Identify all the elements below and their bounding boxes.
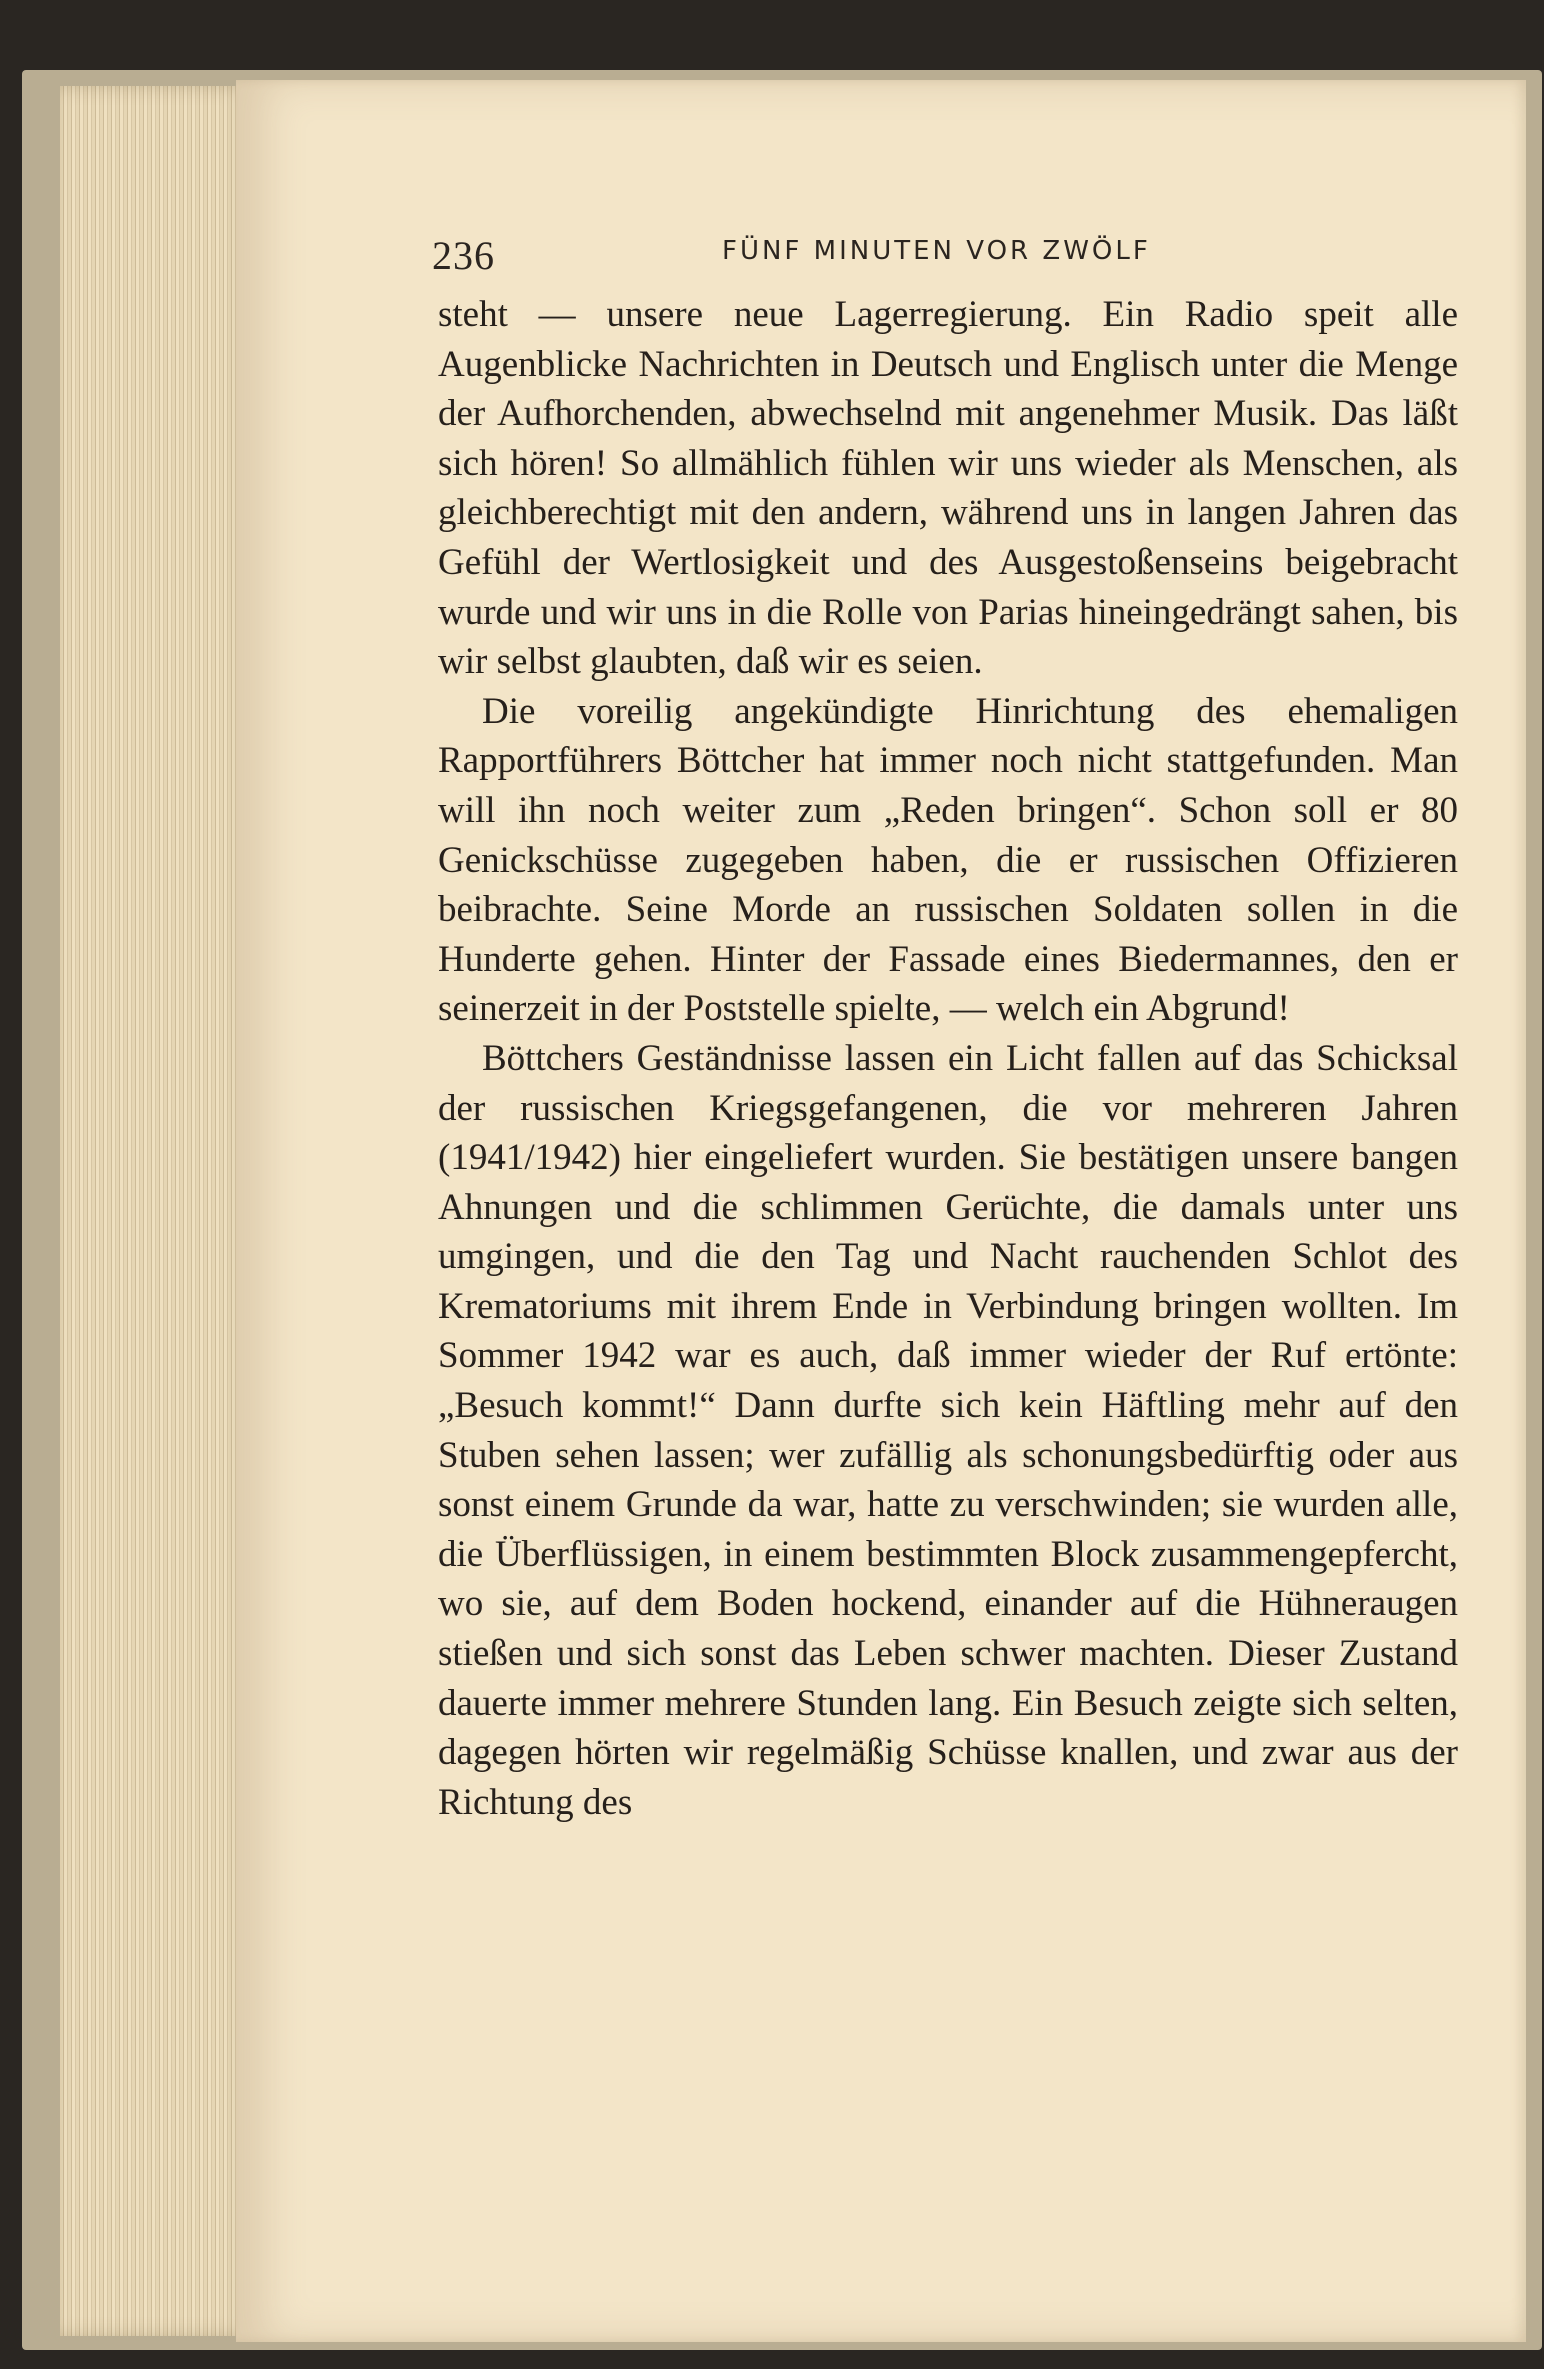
page-header <box>432 228 1462 278</box>
paragraph-2: Die voreilig angekündigte Hinrichtung des ehemaligen Rapportführers Böttcher hat immer noch nicht stattgefunden. Man will ihn noch weiter zum „Reden bringen“. Schon soll er 80 Genickschüsse zugegeben haben, die er russischen Offizieren beibrachte. Seine Morde an russischen Soldaten sollen in die Hunderte gehen. Hinter der Fassade eines Biedermannes, den er seinerzeit in der Poststelle spielte, — welch ein Abgrund! <box>438 690 1458 1030</box>
body-text <box>438 290 1458 1827</box>
running-head: FÜNF MINUTEN VOR ZWÖLF <box>722 236 1151 266</box>
paragraph-3: Böttchers Geständnisse lassen ein Licht fallen auf das Schicksal der russischen Kriegsgefangenen, die vor mehreren Jahren (1941/1942) hier eingeliefert wurden. Sie bestätigen unsere bangen Ahnungen und die schlimmen Gerüchte, die damals unter uns umgingen, und die den Tag und Nacht rauchenden Schlot des Krematoriums mit ihrem Ende in Verbindung bringen wollten. Im Sommer 1942 war es auch, daß immer wieder der Ruf ertönte: „Besuch kommt!“ Dann durfte sich kein Häftling mehr auf den Stuben sehen lassen; wer zufällig als schonungsbedürftig oder aus sonst einem Grunde da war, hatte zu verschwinden; sie wurden alle, die Überflüssigen, in einem bestimmten Block zusammengepfercht, wo sie, auf dem Boden hockend, einander auf die Hühneraugen stießen und sich sonst das Leben schwer machten. Dieser Zustand dauerte immer mehrere Stunden lang. Ein Besuch zeigte sich selten, dagegen hörten wir regelmäßig Schüsse knallen, und zwar aus der Richtung des <box>438 1037 1458 1823</box>
paragraph-1: steht — unsere neue Lagerregierung. Ein Radio speit alle Augenblicke Nachrichten in Deutsch und Englisch unter die Menge der Aufhorchenden, abwechselnd mit angenehmer Musik. Das läßt sich hören! So allmählich fühlen wir uns wieder als Menschen, als gleichberechtigt mit den andern, während uns in langen Jahren das Gefühl der Wertlosigkeit und des Ausgestoßenseins beigebracht wurde und wir uns in die Rolle von Parias hineingedrängt sahen, bis wir selbst glaubten, daß wir es seien. <box>438 294 1458 683</box>
page-edges <box>60 86 250 2336</box>
page-number: 236 <box>432 233 495 278</box>
